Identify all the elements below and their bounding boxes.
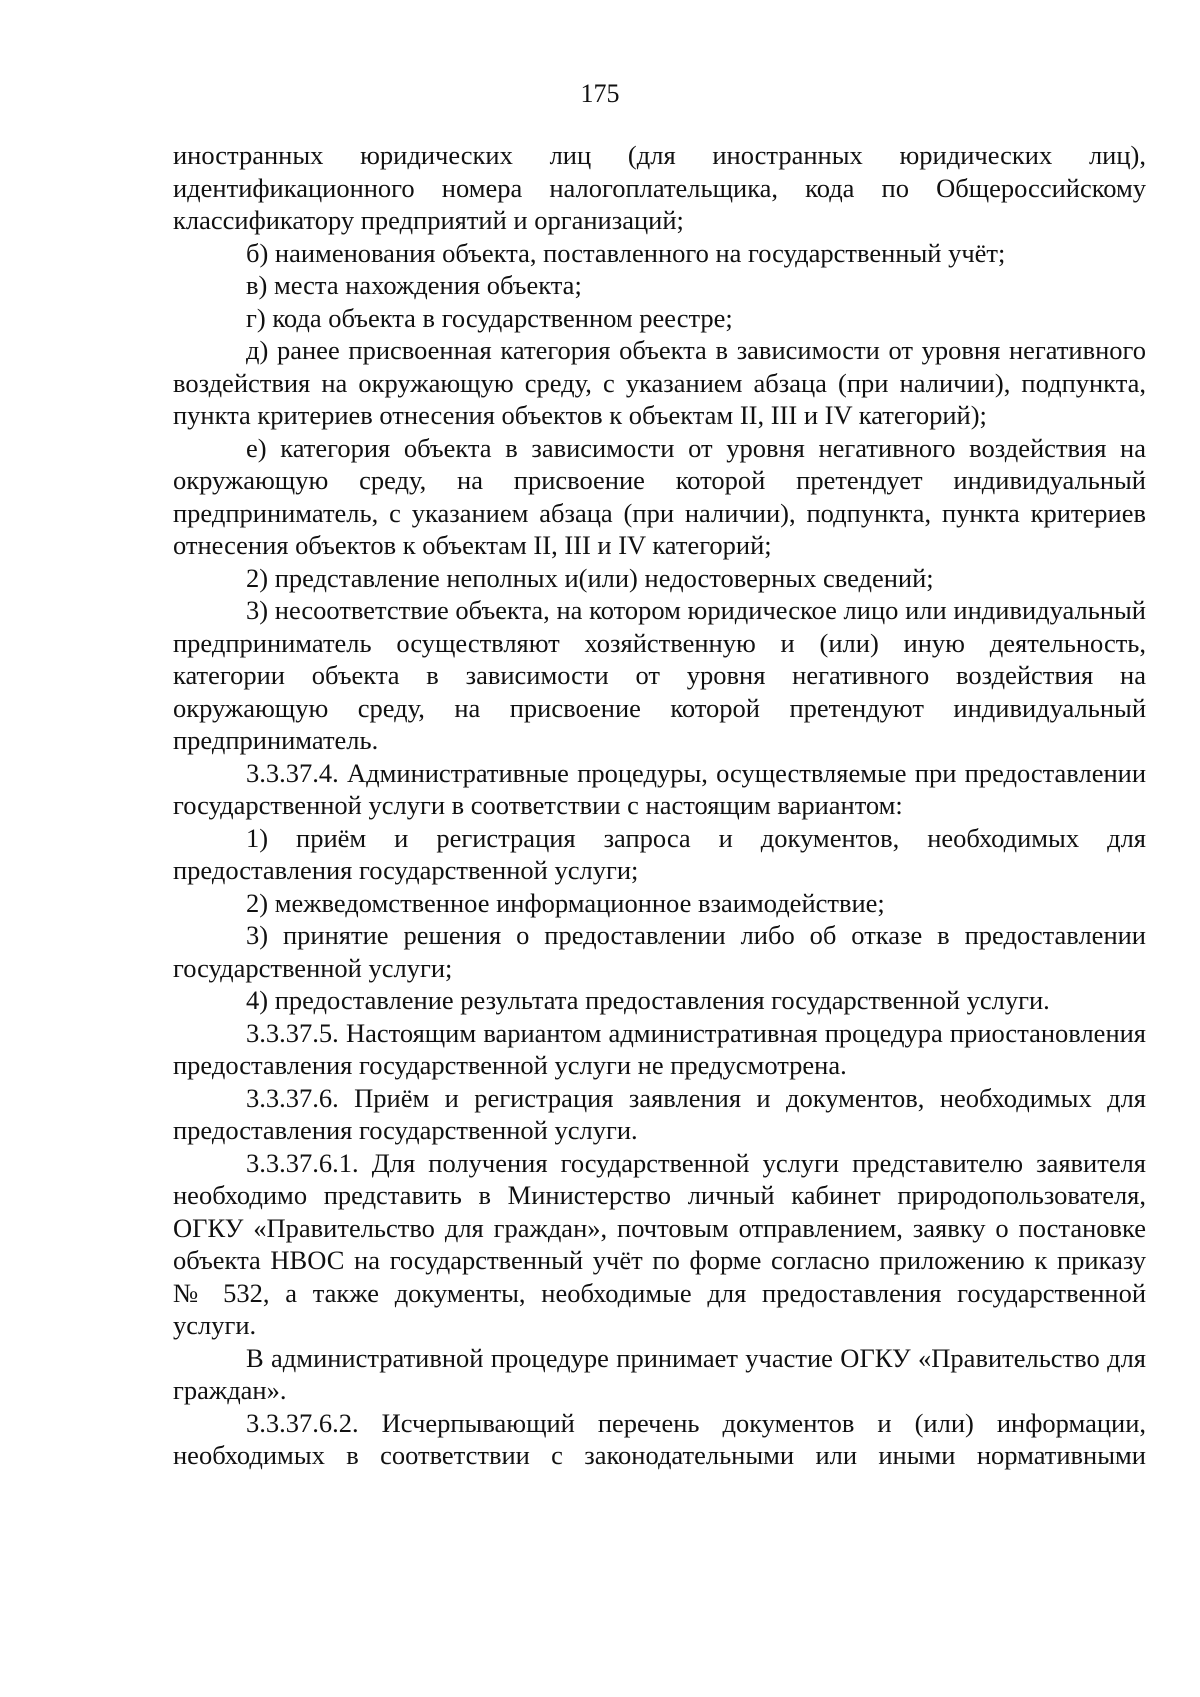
paragraph: д) ранее присвоенная категория объекта в зависимости от уровня негативного воздействия на окружающую среду, с указанием абзаца (при наличии), подпункта, пункта критериев отнесения объектов к объектам II, III и IV категорий); <box>173 335 1146 430</box>
paragraph: 3) несоответствие объекта, на котором юридическое лицо или индивидуальный предприниматель осуществляют хозяйственную и (или) иную деятельность, категории объекта в зависимости от уровня негативного воздействия на окружающую среду, на присвоение которой претендуют индивидуальный предприниматель. <box>173 595 1146 755</box>
paragraph: 2) представление неполных и(или) недостоверных сведений; <box>246 562 934 593</box>
page-number: 175 <box>580 79 620 108</box>
paragraph: 3.3.37.6. Приём и регистрация заявления и документов, необходимых для предоставления государственной услуги. <box>173 1082 1146 1145</box>
paragraph: 3.3.37.4. Административные процедуры, осуществляемые при предоставлении государственной услуги в соответствии с настоящим вариантом: <box>173 757 1146 820</box>
paragraph: 4) предоставление результата предоставления государственной услуги. <box>246 985 1050 1015</box>
paragraph: В административной процедуре принимает участие ОГКУ «Правительство для граждан». <box>173 1342 1146 1405</box>
paragraph: 3) принятие решения о предоставлении либо об отказе в предоставлении государственной услуги; <box>173 920 1146 983</box>
paragraph: в) места нахождения объекта; <box>246 270 582 300</box>
paragraph: 3.3.37.6.2. Исчерпывающий перечень документов и (или) информации, необходимых в соответствии с законодательными или иными нормативными <box>173 1407 1146 1470</box>
paragraph: 3.3.37.6.1. Для получения государственной услуги представителю заявителя необходимо представить в Министерство личный кабинет природопользователя, ОГКУ «Правительство для граждан», почтовым отправлением, заявку о постановке объекта НВОС на государственный учёт по форме согласно приложению к приказу № 532, а также документы, необходимые для предоставления государственной услуги. <box>173 1147 1146 1340</box>
paragraph: б) наименования объекта, поставленного на государственный учёт; <box>246 237 1006 268</box>
paragraph: иностранных юридических лиц (для иностранных юридических лиц), идентификационного номера налогоплательщика, кода по Общероссийскому классификатору предприятий и организаций; <box>173 140 1146 235</box>
paragraph: г) кода объекта в государственном реестре; <box>246 302 733 333</box>
paragraph: 2) межведомственное информационное взаимодействие; <box>246 887 885 918</box>
paragraph: е) категория объекта в зависимости от уровня негативного воздействия на окружающую среду, на присвоение которой претендует индивидуальный предприниматель, с указанием абзаца (при наличии), подпункта, пункта критериев отнесения объектов к объектам II, III и IV категорий; <box>173 432 1146 560</box>
paragraph: 3.3.37.5. Настоящим вариантом административная процедура приостановления предоставления государственной услуги не предусмотрена. <box>173 1017 1146 1080</box>
paragraph: 1) приём и регистрация запроса и документов, необходимых для предоставления государственной услуги; <box>173 822 1146 885</box>
document-body <box>173 139 1146 1472</box>
